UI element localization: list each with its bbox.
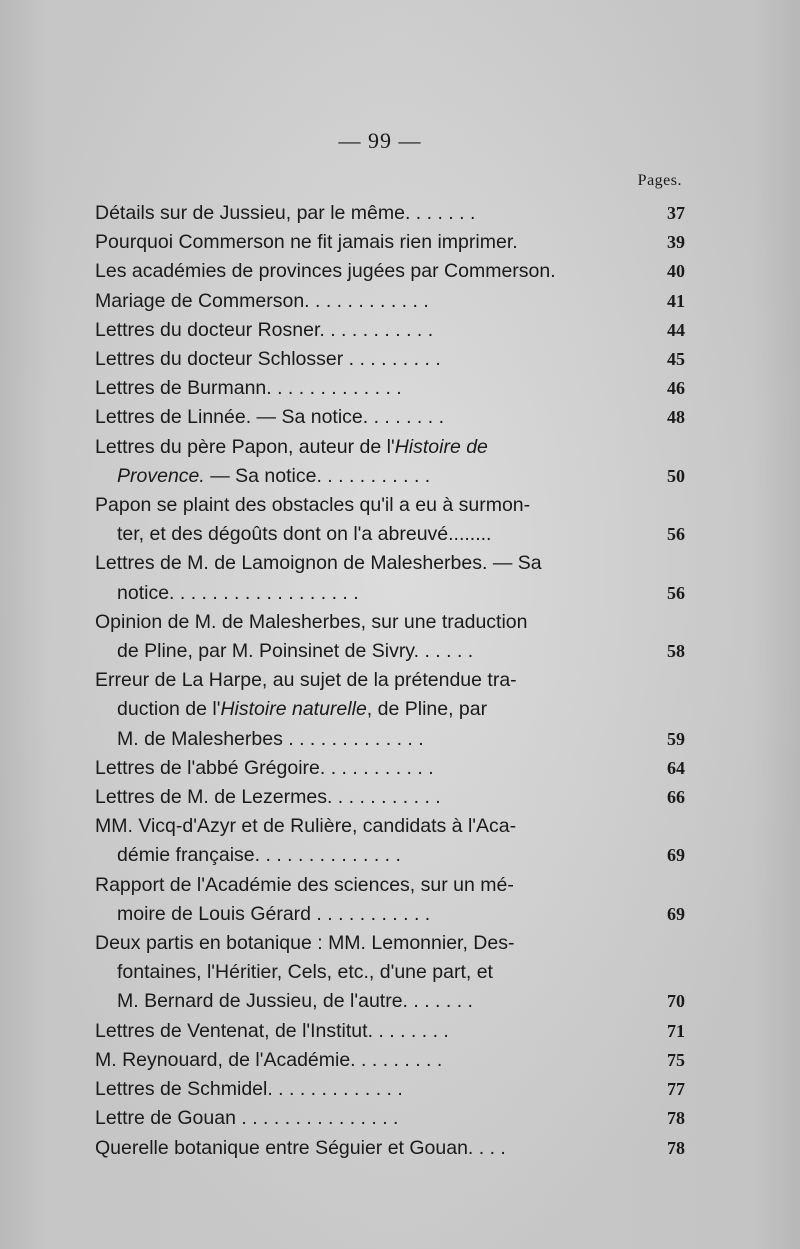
toc-title-italic: Histoire de: [394, 435, 488, 458]
toc-entry-title: Détails sur de Jussieu, par le même. . . . . . .: [95, 202, 476, 224]
toc-entry-title: de Pline, par M. Poinsinet de Sivry. . . . . .: [117, 640, 474, 663]
toc-page-number: 48: [667, 407, 685, 428]
toc-page-number: 59: [667, 728, 685, 749]
toc-entry-title: Lettres de Linnée. — Sa notice. . . . . . . .: [95, 406, 445, 429]
toc-entry-title: M. Reynouard, de l'Académie. . . . . . . . .: [95, 1048, 443, 1071]
toc-entry-title: Erreur de La Harpe, au sujet de la prétendue tra-: [95, 669, 517, 692]
toc-entry-title: Opinion de M. de Malesherbes, sur une traduction: [95, 610, 528, 633]
toc-page-number: 37: [667, 203, 685, 223]
toc-entry: [95, 783, 685, 812]
toc-entry: [95, 958, 685, 987]
toc-entry-title: Rapport de l'Académie des sciences, sur un mé-: [95, 873, 514, 896]
toc-entry-title: Lettres du docteur Rosner. . . . . . . . . . .: [95, 318, 434, 341]
toc-title-text: — Sa notice. . . . . . . . . . .: [204, 464, 431, 487]
toc-entry: [95, 287, 685, 316]
toc-entry: [95, 491, 685, 520]
toc-entry: [95, 637, 685, 666]
toc-page-number: 69: [667, 903, 685, 924]
toc-page-number: 64: [667, 757, 685, 778]
toc-page-number: 78: [667, 1108, 685, 1129]
toc-entry-title: fontaines, l'Héritier, Cels, etc., d'une part, et: [117, 961, 493, 984]
toc-page-number: 56: [667, 524, 685, 545]
toc-entry-title: Lettres du docteur Schlosser . . . . . . . . .: [95, 348, 441, 371]
toc-entry: [95, 900, 685, 929]
toc-entry: [95, 871, 685, 900]
toc-title-text: Lettres du père Papon, auteur de l': [95, 435, 395, 458]
toc-entry: [95, 987, 685, 1016]
toc-entry: [95, 462, 685, 491]
toc-entry-title: [117, 462, 651, 491]
toc-page-number: 70: [667, 991, 685, 1012]
toc-entry: [95, 929, 685, 958]
toc-entry-title: Deux partis en botanique : MM. Lemonnier, Des-: [95, 932, 515, 955]
toc-entry-title: Pourquoi Commerson ne fit jamais rien imprimer.: [95, 231, 518, 254]
toc-entry-title: moire de Louis Gérard . . . . . . . . . . .: [117, 902, 431, 925]
toc-entry-title: Mariage de Commerson. . . . . . . . . . . .: [95, 289, 429, 312]
toc-page-number: 71: [667, 1020, 685, 1041]
toc-page-number: 69: [667, 845, 685, 866]
toc-entry-title: Lettres de M. de Lezermes. . . . . . . . . . .: [95, 786, 441, 809]
toc-page-number: 58: [667, 641, 685, 662]
toc-entry: [95, 812, 685, 841]
toc-entry-title: [117, 695, 651, 724]
toc-page-number: 41: [667, 290, 685, 311]
toc-entry-title: [95, 433, 651, 462]
toc-page-number: 44: [667, 319, 685, 340]
toc-entry: [95, 520, 685, 549]
toc-entry: [95, 199, 685, 228]
toc-title-italic: Histoire naturelle: [220, 698, 367, 721]
toc-entry: [95, 1075, 685, 1104]
toc-entry-title: Les académies de provinces jugées par Commerson.: [95, 260, 556, 283]
toc-entry: [95, 754, 685, 783]
toc-page-number: 66: [667, 787, 685, 808]
toc-title-italic: Provence.: [117, 464, 205, 487]
toc-entry-title: Lettres de Schmidel. . . . . . . . . . . . .: [95, 1078, 403, 1101]
toc-entry: [95, 695, 685, 724]
toc-page-number: 50: [667, 465, 685, 486]
toc-entry: [95, 666, 685, 695]
toc-entry: [95, 579, 685, 608]
toc-entry: [95, 1017, 685, 1046]
toc-entry-title: Lettres de l'abbé Grégoire. . . . . . . . . . .: [95, 756, 434, 779]
toc-entry: [95, 374, 685, 403]
toc-entry: [95, 1046, 685, 1075]
page-number: — 99 —: [338, 128, 422, 153]
toc-entry: [95, 608, 685, 637]
pages-column-label: Pages.: [637, 172, 682, 189]
toc-entry: [95, 433, 685, 462]
toc-entry-title: Lettres de M. de Lamoignon de Malesherbes. — Sa: [95, 552, 542, 575]
toc-entry-title: M. de Malesherbes . . . . . . . . . . . . .: [117, 727, 424, 750]
toc-page-number: 75: [667, 1049, 685, 1070]
toc-entry: [95, 403, 685, 432]
toc-title-text: , de Pline, par: [366, 698, 488, 721]
toc-entry-title: Lettre de Gouan . . . . . . . . . . . . . . .: [95, 1107, 399, 1130]
toc-entry: [95, 316, 685, 345]
toc-page-number: 78: [667, 1137, 685, 1158]
toc-entry-title: Lettres de Burmann. . . . . . . . . . . . .: [95, 377, 402, 400]
toc-entry-title: M. Bernard de Jussieu, de l'autre. . . . . . .: [117, 990, 473, 1013]
toc-page-number: 39: [667, 232, 685, 253]
toc-entry: [95, 228, 685, 257]
toc-entry: [95, 1134, 685, 1163]
toc-entry-title: démie française. . . . . . . . . . . . . .: [117, 844, 401, 867]
table-of-contents: [95, 199, 685, 1163]
toc-entry: [95, 345, 685, 374]
toc-page-number: 46: [667, 378, 685, 399]
toc-page-number: 40: [667, 261, 685, 282]
toc-entry: [95, 549, 685, 578]
toc-page-number: 56: [667, 582, 685, 603]
toc-entry-title: notice. . . . . . . . . . . . . . . . . .: [117, 581, 359, 604]
toc-page-number: 77: [667, 1079, 685, 1100]
toc-page-number: 45: [667, 349, 685, 370]
toc-entry-title: Querelle botanique entre Séguier et Gouan. . . .: [95, 1136, 506, 1159]
toc-entry-title: Lettres de Ventenat, de l'Institut. . . . . . . .: [95, 1019, 449, 1042]
toc-entry-title: MM. Vicq-d'Azyr et de Rulière, candidats à l'Aca-: [95, 815, 517, 838]
toc-entry: [95, 257, 685, 286]
toc-entry: [95, 1104, 685, 1133]
toc-title-text: duction de l': [117, 698, 221, 721]
toc-entry: [95, 841, 685, 870]
toc-entry: [95, 725, 685, 754]
toc-entry-title: ter, et des dégoûts dont on l'a abreuvé........: [117, 523, 492, 546]
toc-entry-title: Papon se plaint des obstacles qu'il a eu à surmon-: [95, 494, 531, 517]
